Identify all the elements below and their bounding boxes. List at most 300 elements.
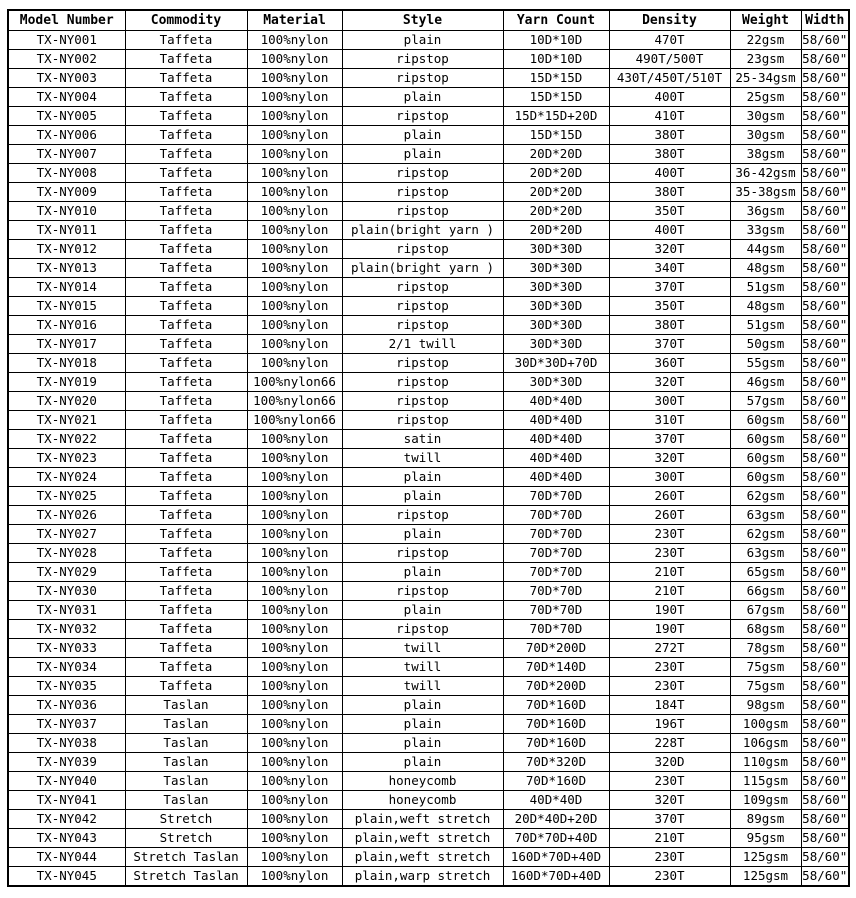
density-cell: 230T [609, 772, 730, 791]
yarn-count-cell: 70D*70D [503, 563, 609, 582]
style-cell: twill [342, 449, 503, 468]
style-cell: ripstop [342, 373, 503, 392]
material-cell: 100%nylon [247, 848, 342, 867]
weight-cell: 22gsm [730, 31, 801, 50]
model-number-cell: TX-NY005 [8, 107, 125, 126]
density-cell: 310T [609, 411, 730, 430]
density-cell: 184T [609, 696, 730, 715]
commodity-cell: Taffeta [125, 240, 247, 259]
weight-cell: 48gsm [730, 259, 801, 278]
style-cell: plain,warp stretch [342, 867, 503, 887]
weight-cell: 100gsm [730, 715, 801, 734]
model-number-cell: TX-NY041 [8, 791, 125, 810]
material-cell: 100%nylon [247, 202, 342, 221]
header-model-number: Model Number [8, 10, 125, 31]
style-cell: plain [342, 126, 503, 145]
width-cell: 58/60" [801, 240, 849, 259]
model-number-cell: TX-NY039 [8, 753, 125, 772]
table-row [8, 677, 849, 696]
style-cell: honeycomb [342, 791, 503, 810]
commodity-cell: Taffeta [125, 563, 247, 582]
density-cell: 300T [609, 392, 730, 411]
width-cell: 58/60" [801, 31, 849, 50]
commodity-cell: Taslan [125, 696, 247, 715]
density-cell: 260T [609, 487, 730, 506]
commodity-cell: Stretch [125, 829, 247, 848]
style-cell: plain,weft stretch [342, 810, 503, 829]
commodity-cell: Taffeta [125, 183, 247, 202]
style-cell: plain [342, 696, 503, 715]
density-cell: 380T [609, 145, 730, 164]
style-cell: twill [342, 677, 503, 696]
weight-cell: 25gsm [730, 88, 801, 107]
table-row [8, 810, 849, 829]
commodity-cell: Taffeta [125, 221, 247, 240]
weight-cell: 30gsm [730, 107, 801, 126]
density-cell: 210T [609, 582, 730, 601]
width-cell: 58/60" [801, 259, 849, 278]
commodity-cell: Taslan [125, 715, 247, 734]
yarn-count-cell: 20D*20D [503, 221, 609, 240]
model-number-cell: TX-NY018 [8, 354, 125, 373]
weight-cell: 89gsm [730, 810, 801, 829]
style-cell: 2/1 twill [342, 335, 503, 354]
yarn-count-cell: 70D*70D [503, 487, 609, 506]
header-width: Width [801, 10, 849, 31]
density-cell: 230T [609, 867, 730, 887]
yarn-count-cell: 20D*40D+20D [503, 810, 609, 829]
density-cell: 320T [609, 240, 730, 259]
density-cell: 190T [609, 620, 730, 639]
material-cell: 100%nylon [247, 354, 342, 373]
commodity-cell: Taffeta [125, 544, 247, 563]
commodity-cell: Taffeta [125, 145, 247, 164]
density-cell: 370T [609, 278, 730, 297]
width-cell: 58/60" [801, 164, 849, 183]
weight-cell: 25-34gsm [730, 69, 801, 88]
weight-cell: 60gsm [730, 468, 801, 487]
material-cell: 100%nylon [247, 810, 342, 829]
density-cell: 230T [609, 658, 730, 677]
style-cell: plain [342, 753, 503, 772]
material-cell: 100%nylon [247, 31, 342, 50]
yarn-count-cell: 40D*40D [503, 411, 609, 430]
commodity-cell: Taffeta [125, 487, 247, 506]
density-cell: 320D [609, 753, 730, 772]
density-cell: 320T [609, 791, 730, 810]
model-number-cell: TX-NY030 [8, 582, 125, 601]
commodity-cell: Stretch Taslan [125, 848, 247, 867]
yarn-count-cell: 70D*160D [503, 715, 609, 734]
density-cell: 430T/450T/510T [609, 69, 730, 88]
weight-cell: 51gsm [730, 278, 801, 297]
table-row [8, 601, 849, 620]
model-number-cell: TX-NY037 [8, 715, 125, 734]
style-cell: plain [342, 31, 503, 50]
style-cell: plain,weft stretch [342, 829, 503, 848]
yarn-count-cell: 30D*30D [503, 316, 609, 335]
commodity-cell: Taffeta [125, 316, 247, 335]
table-row [8, 240, 849, 259]
material-cell: 100%nylon [247, 183, 342, 202]
width-cell: 58/60" [801, 278, 849, 297]
commodity-cell: Taffeta [125, 449, 247, 468]
weight-cell: 63gsm [730, 544, 801, 563]
yarn-count-cell: 40D*40D [503, 430, 609, 449]
table-row [8, 50, 849, 69]
model-number-cell: TX-NY029 [8, 563, 125, 582]
density-cell: 380T [609, 316, 730, 335]
style-cell: plain [342, 734, 503, 753]
model-number-cell: TX-NY038 [8, 734, 125, 753]
material-cell: 100%nylon66 [247, 392, 342, 411]
model-number-cell: TX-NY012 [8, 240, 125, 259]
width-cell: 58/60" [801, 297, 849, 316]
header-weight: Weight [730, 10, 801, 31]
commodity-cell: Taslan [125, 734, 247, 753]
commodity-cell: Taffeta [125, 164, 247, 183]
yarn-count-cell: 40D*40D [503, 468, 609, 487]
material-cell: 100%nylon [247, 126, 342, 145]
yarn-count-cell: 30D*30D [503, 297, 609, 316]
model-number-cell: TX-NY032 [8, 620, 125, 639]
model-number-cell: TX-NY043 [8, 829, 125, 848]
width-cell: 58/60" [801, 50, 849, 69]
table-row [8, 639, 849, 658]
material-cell: 100%nylon [247, 772, 342, 791]
width-cell: 58/60" [801, 848, 849, 867]
style-cell: plain,weft stretch [342, 848, 503, 867]
table-row [8, 696, 849, 715]
model-number-cell: TX-NY007 [8, 145, 125, 164]
commodity-cell: Taffeta [125, 411, 247, 430]
commodity-cell: Taslan [125, 791, 247, 810]
width-cell: 58/60" [801, 202, 849, 221]
material-cell: 100%nylon [247, 677, 342, 696]
material-cell: 100%nylon [247, 278, 342, 297]
table-row [8, 506, 849, 525]
weight-cell: 110gsm [730, 753, 801, 772]
weight-cell: 38gsm [730, 145, 801, 164]
table-row [8, 335, 849, 354]
yarn-count-cell: 10D*10D [503, 50, 609, 69]
yarn-count-cell: 20D*20D [503, 145, 609, 164]
model-number-cell: TX-NY003 [8, 69, 125, 88]
width-cell: 58/60" [801, 601, 849, 620]
table-row [8, 126, 849, 145]
model-number-cell: TX-NY008 [8, 164, 125, 183]
width-cell: 58/60" [801, 487, 849, 506]
style-cell: ripstop [342, 316, 503, 335]
density-cell: 210T [609, 563, 730, 582]
material-cell: 100%nylon66 [247, 373, 342, 392]
commodity-cell: Taffeta [125, 126, 247, 145]
model-number-cell: TX-NY023 [8, 449, 125, 468]
yarn-count-cell: 15D*15D [503, 69, 609, 88]
commodity-cell: Taffeta [125, 202, 247, 221]
material-cell: 100%nylon [247, 506, 342, 525]
model-number-cell: TX-NY031 [8, 601, 125, 620]
yarn-count-cell: 40D*40D [503, 392, 609, 411]
table-row [8, 259, 849, 278]
commodity-cell: Taffeta [125, 506, 247, 525]
density-cell: 230T [609, 525, 730, 544]
width-cell: 58/60" [801, 582, 849, 601]
model-number-cell: TX-NY021 [8, 411, 125, 430]
yarn-count-cell: 20D*20D [503, 164, 609, 183]
model-number-cell: TX-NY001 [8, 31, 125, 50]
weight-cell: 33gsm [730, 221, 801, 240]
header-density: Density [609, 10, 730, 31]
yarn-count-cell: 70D*160D [503, 696, 609, 715]
material-cell: 100%nylon [247, 69, 342, 88]
table-row [8, 734, 849, 753]
density-cell: 410T [609, 107, 730, 126]
commodity-cell: Taslan [125, 753, 247, 772]
density-cell: 230T [609, 544, 730, 563]
material-cell: 100%nylon [247, 715, 342, 734]
table-row [8, 829, 849, 848]
style-cell: honeycomb [342, 772, 503, 791]
density-cell: 400T [609, 164, 730, 183]
weight-cell: 95gsm [730, 829, 801, 848]
weight-cell: 36gsm [730, 202, 801, 221]
style-cell: plain [342, 88, 503, 107]
width-cell: 58/60" [801, 107, 849, 126]
width-cell: 58/60" [801, 88, 849, 107]
commodity-cell: Taffeta [125, 468, 247, 487]
table-row [8, 202, 849, 221]
width-cell: 58/60" [801, 563, 849, 582]
material-cell: 100%nylon [247, 107, 342, 126]
density-cell: 350T [609, 297, 730, 316]
weight-cell: 78gsm [730, 639, 801, 658]
commodity-cell: Taffeta [125, 88, 247, 107]
style-cell: plain [342, 487, 503, 506]
table-row [8, 582, 849, 601]
yarn-count-cell: 30D*30D [503, 335, 609, 354]
table-row [8, 88, 849, 107]
density-cell: 228T [609, 734, 730, 753]
model-number-cell: TX-NY014 [8, 278, 125, 297]
weight-cell: 75gsm [730, 677, 801, 696]
yarn-count-cell: 30D*30D [503, 373, 609, 392]
density-cell: 380T [609, 126, 730, 145]
weight-cell: 106gsm [730, 734, 801, 753]
width-cell: 58/60" [801, 145, 849, 164]
commodity-cell: Taffeta [125, 525, 247, 544]
table-row [8, 620, 849, 639]
width-cell: 58/60" [801, 354, 849, 373]
width-cell: 58/60" [801, 430, 849, 449]
table-row [8, 544, 849, 563]
weight-cell: 44gsm [730, 240, 801, 259]
commodity-cell: Taffeta [125, 658, 247, 677]
weight-cell: 125gsm [730, 848, 801, 867]
yarn-count-cell: 70D*200D [503, 639, 609, 658]
density-cell: 272T [609, 639, 730, 658]
style-cell: ripstop [342, 50, 503, 69]
density-cell: 210T [609, 829, 730, 848]
density-cell: 340T [609, 259, 730, 278]
style-cell: ripstop [342, 544, 503, 563]
table-body [8, 31, 849, 887]
width-cell: 58/60" [801, 468, 849, 487]
material-cell: 100%nylon66 [247, 411, 342, 430]
yarn-count-cell: 30D*30D [503, 259, 609, 278]
material-cell: 100%nylon [247, 449, 342, 468]
model-number-cell: TX-NY026 [8, 506, 125, 525]
table-row [8, 107, 849, 126]
style-cell: ripstop [342, 506, 503, 525]
header-row [8, 10, 849, 31]
weight-cell: 75gsm [730, 658, 801, 677]
table-row [8, 525, 849, 544]
model-number-cell: TX-NY044 [8, 848, 125, 867]
weight-cell: 68gsm [730, 620, 801, 639]
style-cell: ripstop [342, 354, 503, 373]
density-cell: 320T [609, 373, 730, 392]
width-cell: 58/60" [801, 373, 849, 392]
model-number-cell: TX-NY036 [8, 696, 125, 715]
yarn-count-cell: 70D*140D [503, 658, 609, 677]
weight-cell: 109gsm [730, 791, 801, 810]
style-cell: ripstop [342, 69, 503, 88]
density-cell: 400T [609, 221, 730, 240]
table-row [8, 468, 849, 487]
weight-cell: 65gsm [730, 563, 801, 582]
style-cell: ripstop [342, 202, 503, 221]
model-number-cell: TX-NY013 [8, 259, 125, 278]
style-cell: plain [342, 715, 503, 734]
width-cell: 58/60" [801, 753, 849, 772]
width-cell: 58/60" [801, 677, 849, 696]
material-cell: 100%nylon [247, 88, 342, 107]
table-row [8, 373, 849, 392]
yarn-count-cell: 70D*320D [503, 753, 609, 772]
style-cell: ripstop [342, 582, 503, 601]
material-cell: 100%nylon [247, 221, 342, 240]
width-cell: 58/60" [801, 639, 849, 658]
yarn-count-cell: 15D*15D+20D [503, 107, 609, 126]
yarn-count-cell: 40D*40D [503, 791, 609, 810]
width-cell: 58/60" [801, 715, 849, 734]
width-cell: 58/60" [801, 525, 849, 544]
weight-cell: 57gsm [730, 392, 801, 411]
material-cell: 100%nylon [247, 734, 342, 753]
table-row [8, 430, 849, 449]
width-cell: 58/60" [801, 411, 849, 430]
width-cell: 58/60" [801, 126, 849, 145]
material-cell: 100%nylon [247, 696, 342, 715]
yarn-count-cell: 70D*160D [503, 772, 609, 791]
model-number-cell: TX-NY002 [8, 50, 125, 69]
weight-cell: 30gsm [730, 126, 801, 145]
model-number-cell: TX-NY010 [8, 202, 125, 221]
commodity-cell: Stretch Taslan [125, 867, 247, 887]
table-row [8, 411, 849, 430]
weight-cell: 60gsm [730, 449, 801, 468]
table-row [8, 164, 849, 183]
yarn-count-cell: 70D*70D [503, 582, 609, 601]
material-cell: 100%nylon [247, 487, 342, 506]
model-number-cell: TX-NY040 [8, 772, 125, 791]
material-cell: 100%nylon [247, 50, 342, 69]
material-cell: 100%nylon [247, 316, 342, 335]
style-cell: ripstop [342, 164, 503, 183]
model-number-cell: TX-NY027 [8, 525, 125, 544]
yarn-count-cell: 10D*10D [503, 31, 609, 50]
yarn-count-cell: 70D*200D [503, 677, 609, 696]
table-row [8, 791, 849, 810]
width-cell: 58/60" [801, 221, 849, 240]
density-cell: 260T [609, 506, 730, 525]
fabric-spec-table [7, 9, 850, 887]
material-cell: 100%nylon [247, 164, 342, 183]
header-commodity: Commodity [125, 10, 247, 31]
weight-cell: 35-38gsm [730, 183, 801, 202]
density-cell: 350T [609, 202, 730, 221]
material-cell: 100%nylon [247, 544, 342, 563]
model-number-cell: TX-NY034 [8, 658, 125, 677]
commodity-cell: Taffeta [125, 69, 247, 88]
weight-cell: 23gsm [730, 50, 801, 69]
width-cell: 58/60" [801, 829, 849, 848]
commodity-cell: Taffeta [125, 601, 247, 620]
width-cell: 58/60" [801, 696, 849, 715]
model-number-cell: TX-NY042 [8, 810, 125, 829]
table-row [8, 31, 849, 50]
table-row [8, 563, 849, 582]
material-cell: 100%nylon [247, 658, 342, 677]
style-cell: plain(bright yarn ) [342, 221, 503, 240]
model-number-cell: TX-NY016 [8, 316, 125, 335]
commodity-cell: Taffeta [125, 677, 247, 696]
width-cell: 58/60" [801, 867, 849, 887]
width-cell: 58/60" [801, 449, 849, 468]
width-cell: 58/60" [801, 772, 849, 791]
style-cell: ripstop [342, 411, 503, 430]
density-cell: 230T [609, 677, 730, 696]
width-cell: 58/60" [801, 544, 849, 563]
table-row [8, 69, 849, 88]
style-cell: ripstop [342, 183, 503, 202]
header-material: Material [247, 10, 342, 31]
commodity-cell: Taffeta [125, 430, 247, 449]
weight-cell: 62gsm [730, 487, 801, 506]
width-cell: 58/60" [801, 620, 849, 639]
weight-cell: 67gsm [730, 601, 801, 620]
material-cell: 100%nylon [247, 259, 342, 278]
weight-cell: 115gsm [730, 772, 801, 791]
material-cell: 100%nylon [247, 791, 342, 810]
width-cell: 58/60" [801, 506, 849, 525]
table-row [8, 316, 849, 335]
model-number-cell: TX-NY025 [8, 487, 125, 506]
model-number-cell: TX-NY045 [8, 867, 125, 887]
table-row [8, 221, 849, 240]
commodity-cell: Taslan [125, 772, 247, 791]
yarn-count-cell: 70D*70D [503, 620, 609, 639]
density-cell: 380T [609, 183, 730, 202]
material-cell: 100%nylon [247, 620, 342, 639]
table-row [8, 658, 849, 677]
commodity-cell: Taffeta [125, 297, 247, 316]
table-row [8, 278, 849, 297]
width-cell: 58/60" [801, 791, 849, 810]
material-cell: 100%nylon [247, 639, 342, 658]
model-number-cell: TX-NY004 [8, 88, 125, 107]
